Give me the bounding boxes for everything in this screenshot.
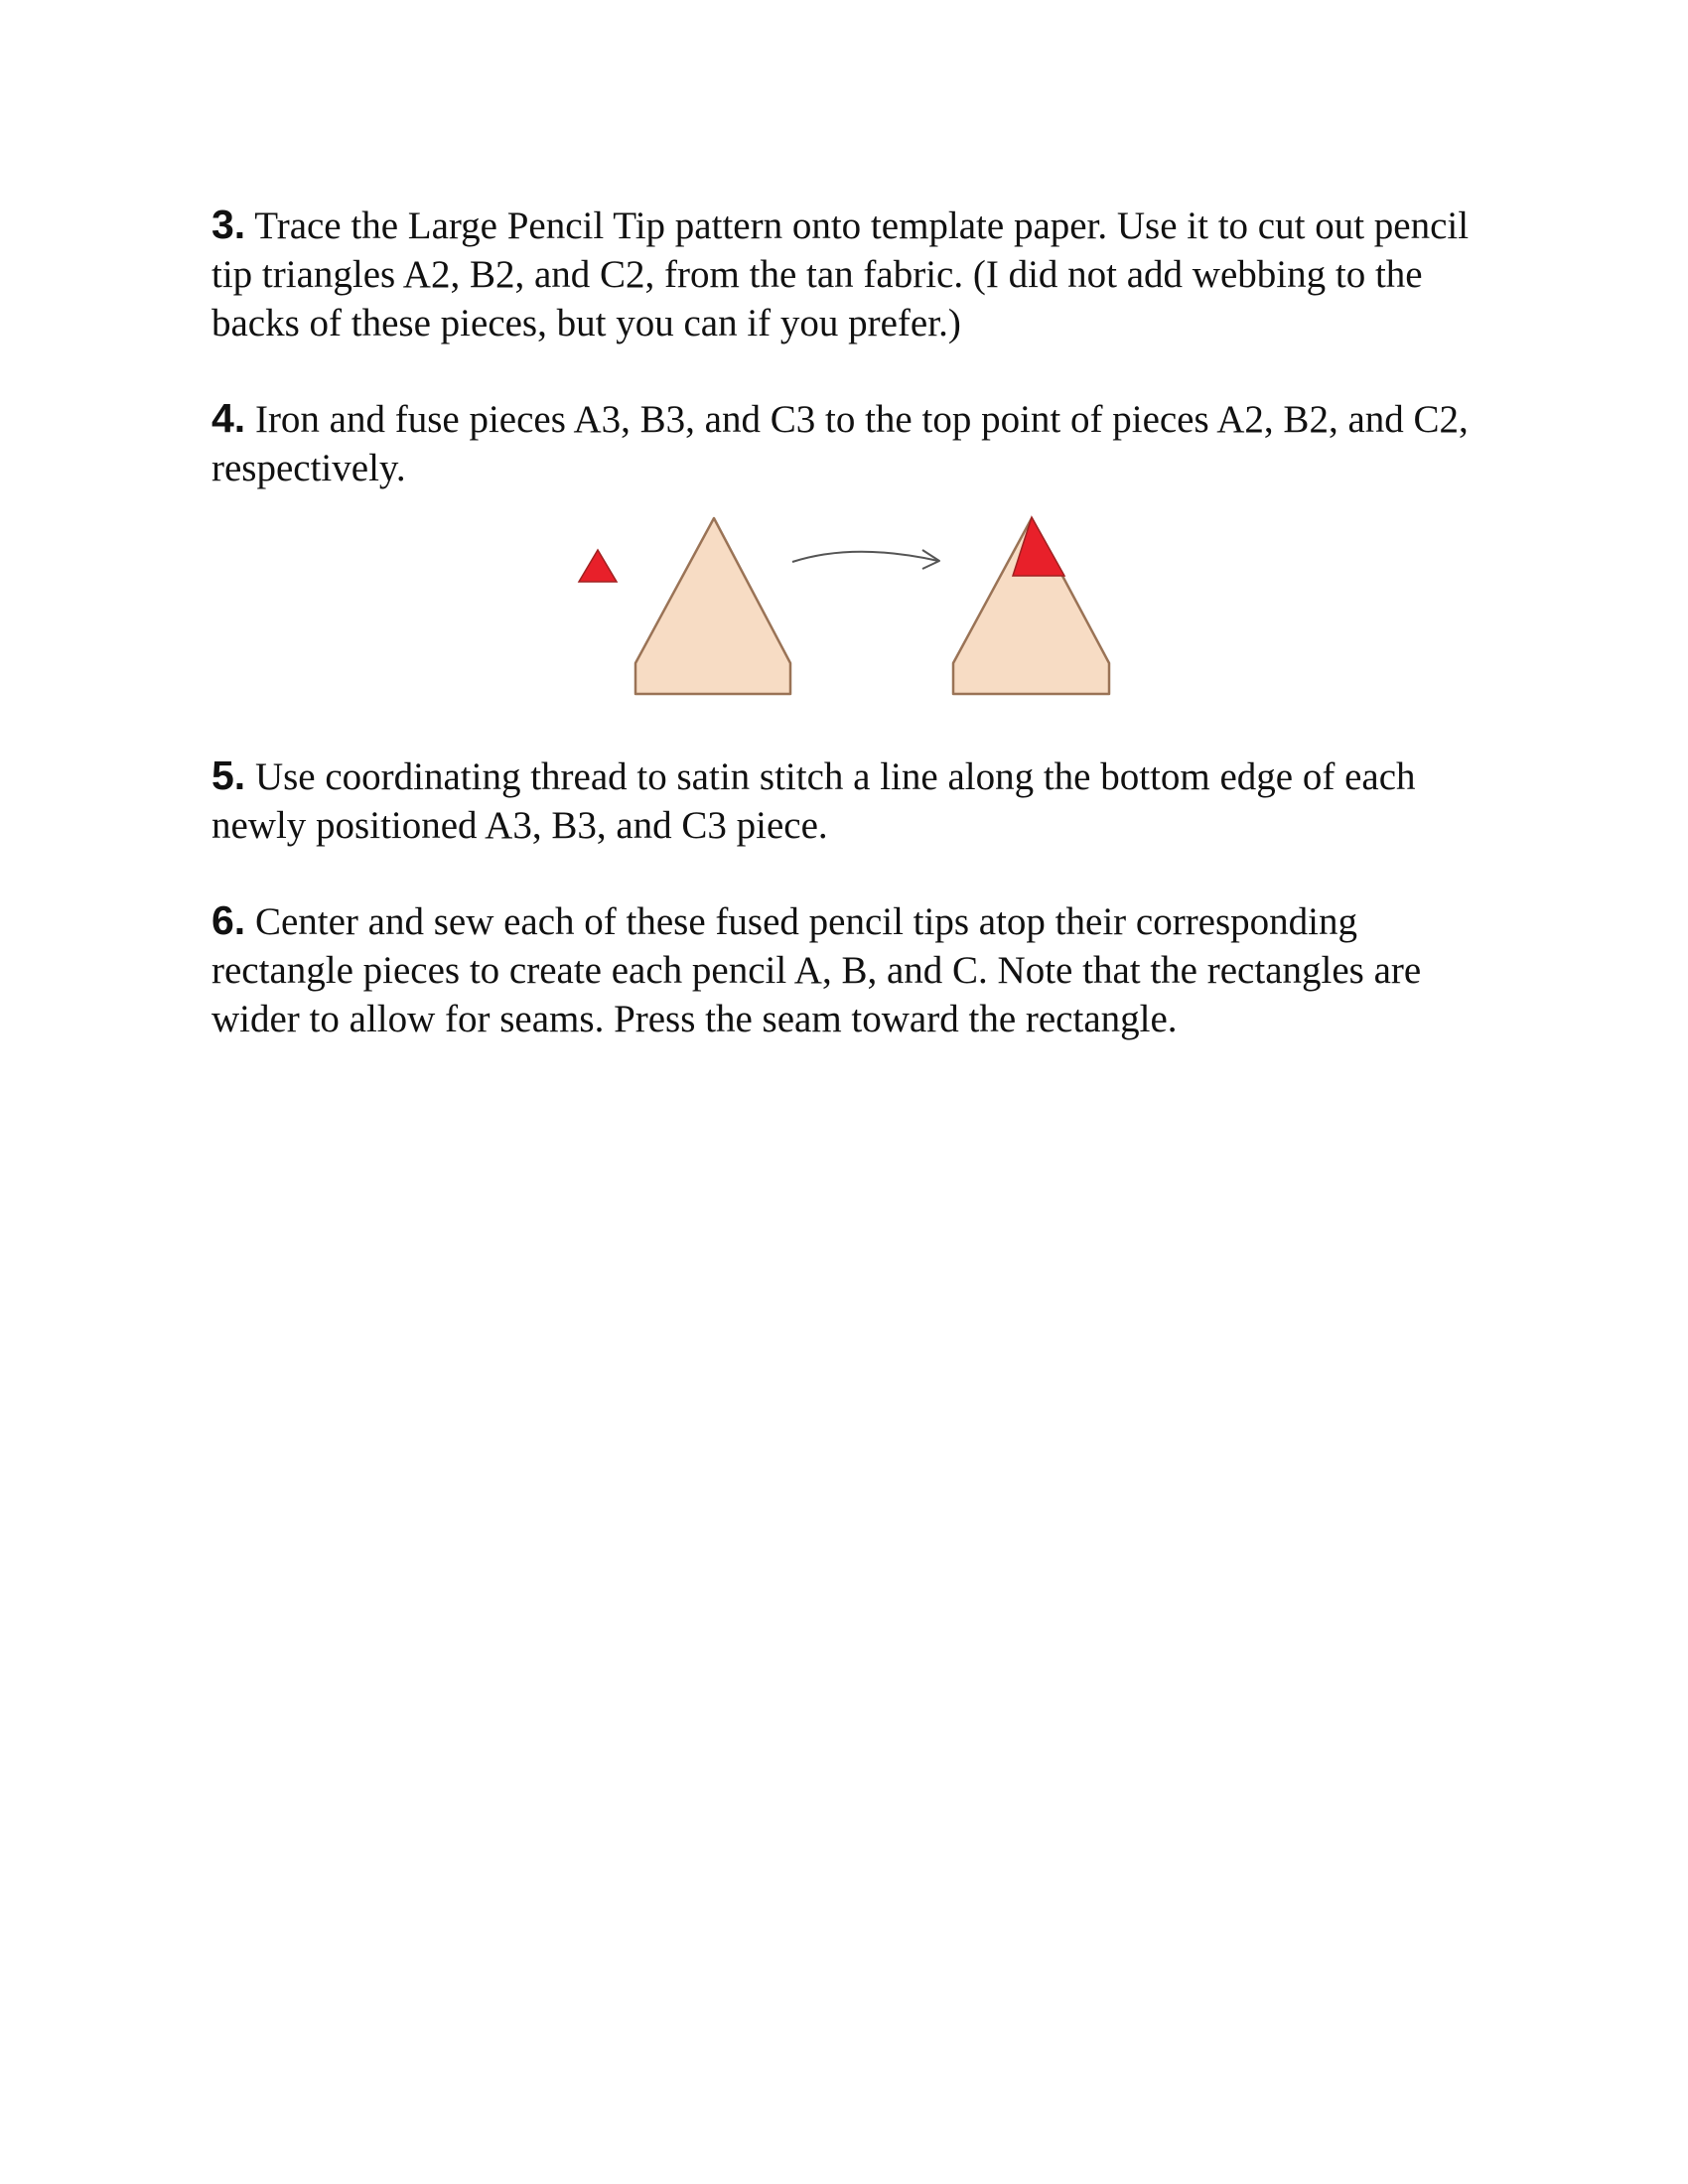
pencil-tip-icon [635,518,790,694]
step-number: 6. [211,897,246,943]
step-number: 5. [211,752,246,798]
step-6 [211,896,1492,1043]
red-triangle-icon [579,550,617,582]
fusing-illustration [566,506,1122,705]
step-5 [211,751,1492,850]
step-4 [211,394,1492,492]
step-number: 3. [211,202,246,247]
step-text: Center and sew each of these fused pencil tips atop their corresponding rectangle pieces to create each pencil A, B, and C. Note that the rectangles are wider to allow for seams. Press the seam toward the rectangle. [211,900,1422,1040]
step-text: Iron and fuse pieces A3, B3, and C3 to the top point of pieces A2, B2, and C2, respectively. [211,398,1469,489]
fused-pencil-tip-icon [953,517,1109,694]
step-number: 4. [211,395,246,441]
step-text: Use coordinating thread to satin stitch a line along the bottom edge of each newly positioned A3, B3, and C3 piece. [211,755,1416,847]
fusing-diagram [566,506,1122,705]
step-3 [211,201,1492,347]
arrow-icon [792,550,939,569]
step-text: Trace the Large Pencil Tip pattern onto template paper. Use it to cut out pencil tip triangles A2, B2, and C2, from the tan fabric. (I did not add webbing to the backs of these pieces, but you can if you prefer.) [211,205,1470,344]
